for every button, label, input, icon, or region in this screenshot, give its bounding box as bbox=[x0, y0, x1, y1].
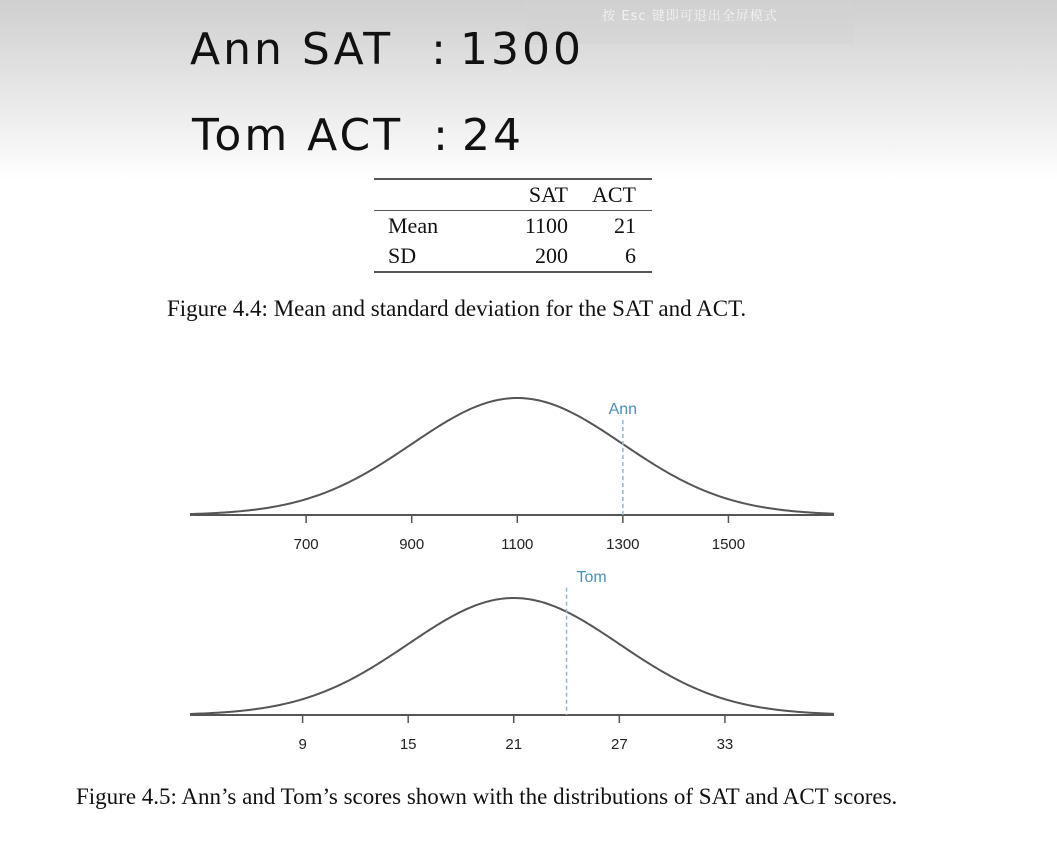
score-marker-label: Tom bbox=[576, 568, 607, 586]
density-curve bbox=[190, 398, 834, 514]
tick-label: 700 bbox=[293, 536, 319, 553]
handwritten-ann-label: Ann SAT bbox=[190, 24, 394, 75]
act-value: 21 bbox=[614, 213, 636, 238]
handwritten-ann-sat bbox=[190, 24, 584, 75]
handwritten-ann-sep: : bbox=[431, 24, 449, 75]
row-label: Mean bbox=[388, 213, 439, 238]
tick-label: 21 bbox=[505, 736, 523, 753]
handwritten-ann-value: 1300 bbox=[460, 24, 584, 75]
table-row-mean bbox=[374, 211, 652, 242]
act-value: 6 bbox=[625, 243, 636, 268]
sat-value: 200 bbox=[535, 243, 568, 268]
handwritten-tom-act bbox=[192, 110, 524, 161]
tick-label: 33 bbox=[716, 736, 734, 753]
tick-label: 9 bbox=[298, 736, 307, 753]
handwritten-tom-sep: : bbox=[433, 110, 451, 161]
table-header-sat: SAT bbox=[528, 182, 568, 207]
fullscreen-exit-hint: 按 Esc 键即可退出全屏模式 bbox=[526, 0, 854, 44]
table-header-act: ACT bbox=[592, 182, 636, 207]
sat-value: 1100 bbox=[524, 213, 568, 238]
stats-table bbox=[374, 178, 652, 273]
figure-4-4-caption: Figure 4.4: Mean and standard deviation for the SAT and ACT. bbox=[167, 296, 747, 321]
sat-distribution-chart bbox=[0, 380, 1057, 565]
tick-label: 1500 bbox=[711, 536, 746, 553]
score-marker-label: Ann bbox=[608, 401, 638, 419]
density-curve bbox=[190, 598, 834, 714]
handwritten-tom-value: 24 bbox=[462, 110, 524, 161]
tick-label: 1100 bbox=[501, 536, 534, 553]
figure-4-5-caption: Figure 4.5: Ann’s and Tom’s scores shown with the distributions of SAT and ACT scores. bbox=[76, 784, 898, 809]
tick-label: 900 bbox=[399, 536, 425, 553]
table-header-cell bbox=[374, 179, 498, 211]
act-distribution-chart bbox=[0, 568, 1057, 765]
tick-label: 27 bbox=[610, 736, 628, 753]
table-row-sd bbox=[374, 241, 652, 272]
row-label: SD bbox=[388, 243, 417, 268]
tick-label: 15 bbox=[399, 736, 417, 753]
tick-label: 1300 bbox=[606, 536, 640, 553]
handwritten-tom-label: Tom ACT bbox=[192, 110, 404, 161]
table-header-row bbox=[374, 179, 652, 211]
